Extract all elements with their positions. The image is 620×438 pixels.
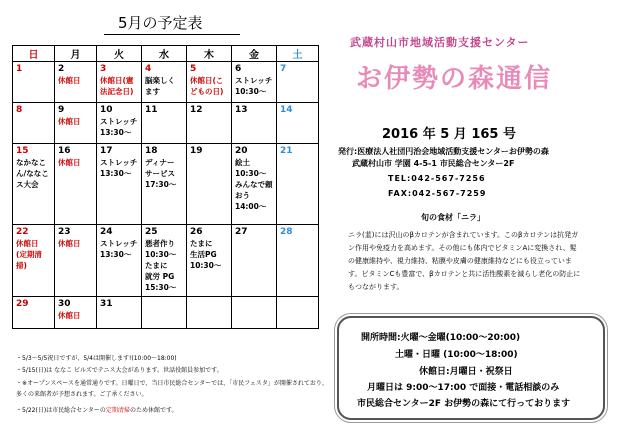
- calendar-day-cell: [97, 297, 142, 329]
- day-event: たまに: [190, 239, 213, 248]
- day-event: 休館日: [58, 239, 81, 248]
- calendar-day-cell: [277, 225, 319, 297]
- calendar-note: [16, 391, 148, 399]
- day-number: 7: [280, 64, 287, 74]
- day-number: 17: [100, 146, 113, 156]
- day-number: 14: [280, 105, 293, 115]
- day-event: 生活PG: [190, 250, 217, 259]
- organization-name: 武蔵村山市地域活動支援センター: [350, 36, 530, 49]
- day-number: 12: [190, 105, 203, 115]
- weekday-thu: 木: [187, 46, 232, 62]
- calendar-day-cell: [187, 62, 232, 103]
- day-event: 悪者作り: [145, 239, 175, 248]
- calendar-day-cell: [187, 103, 232, 144]
- day-event: 15:30〜: [145, 283, 177, 292]
- day-event: ストレッチ: [100, 117, 138, 126]
- day-number: 30: [58, 299, 71, 309]
- calendar-week-row: [13, 297, 319, 329]
- day-event: サービス: [145, 169, 175, 178]
- issue-number: 2016 年 5 月 165 号: [382, 127, 516, 142]
- day-number: 29: [16, 299, 29, 309]
- calendar-day-cell: [232, 297, 277, 329]
- weekday-sun: 日: [13, 46, 55, 62]
- day-event: ストレッチ: [100, 239, 138, 248]
- day-event: 10:30〜: [235, 87, 267, 96]
- newsletter-title: お伊勢の森通信: [356, 64, 553, 94]
- calendar-note: [16, 380, 328, 388]
- hours-line-1: 開所時間:火曜〜金曜(10:00〜20:00): [361, 333, 521, 343]
- calendar-day-cell: [55, 297, 97, 329]
- food-description: ニラ(韮)には沢山のβカロテンが含まれています。このβカロテンは抗発ガン作用や免疫力を高めます。その他にも体内でビタミンAに変換され、髪の健康維持や、視力維持、粘膜や皮膚の健康維持などにも役立っています。ビタミンCも豊富で、βカロテンと共に活性酸素を減らし老化の防止にもつながります。: [348, 231, 581, 291]
- day-event: どもの日): [190, 87, 224, 96]
- calendar-day-cell: [277, 144, 319, 225]
- day-event: 10:30〜: [235, 169, 267, 178]
- day-event: 休館日(憲: [100, 76, 134, 85]
- day-event: 休館日: [58, 158, 81, 167]
- calendar-day-cell: [142, 103, 187, 144]
- calendar-day-cell: [13, 297, 55, 329]
- day-number: 27: [235, 227, 248, 237]
- calendar-day-cell: [97, 62, 142, 103]
- note-highlight: 定期清掃: [105, 407, 130, 414]
- publisher-line1: 発行:医療法人社団円治会地域活動支援センターお伊勢の森: [338, 147, 549, 156]
- day-event: (定期清: [16, 250, 42, 259]
- day-event: 10:30〜: [190, 261, 222, 270]
- day-number: 9: [58, 105, 65, 115]
- day-event: なかなこ: [16, 158, 46, 167]
- calendar-day-cell: [187, 225, 232, 297]
- calendar-day-cell: [277, 62, 319, 103]
- publisher-line2: 武蔵村山市 学園 4-5-1 市民総合センター2F: [352, 159, 515, 168]
- publisher-info: [338, 146, 549, 170]
- calendar-day-cell: [232, 225, 277, 297]
- day-event: 休館日: [58, 76, 81, 85]
- calendar-day-cell: [13, 225, 55, 297]
- day-number: 26: [190, 227, 203, 237]
- day-number: 10: [100, 105, 113, 115]
- note-text: ・5/15(日)は ななこ ビルズでテニス大会があります。世話役館員参加です。: [16, 367, 223, 374]
- day-event: 13:30〜: [100, 128, 132, 137]
- day-event: 法記念日): [100, 87, 134, 96]
- calendar-table: [12, 45, 319, 329]
- day-number: 31: [100, 299, 113, 309]
- calendar-note: [16, 367, 223, 375]
- day-number: 18: [145, 146, 158, 156]
- title-underline: [104, 34, 240, 35]
- calendar-week-row: [13, 225, 319, 297]
- day-number: 23: [58, 227, 71, 237]
- day-event: 休館日: [58, 311, 81, 320]
- day-number: 19: [190, 146, 203, 156]
- day-event: 17:30〜: [145, 180, 177, 189]
- calendar-body: [13, 62, 319, 329]
- day-event: ディナー: [145, 158, 175, 167]
- note-text: ・※オープンスペースを通常通りです。日曜日で、当日市民総合センターでは、「市民フェスタ」が開催されており、: [16, 380, 328, 387]
- calendar-week-row: [13, 103, 319, 144]
- day-number: 11: [145, 105, 158, 115]
- day-event: 就労 PG: [145, 272, 175, 281]
- calendar-day-cell: [55, 62, 97, 103]
- day-event: 掃): [16, 261, 27, 270]
- calendar-day-cell: [232, 103, 277, 144]
- day-event: たまに: [145, 261, 168, 270]
- day-number: 13: [235, 105, 248, 115]
- day-number: 5: [190, 64, 197, 74]
- calendar-day-cell: [97, 144, 142, 225]
- calendar-day-cell: [277, 297, 319, 329]
- day-event: 休館日: [16, 239, 39, 248]
- seasonal-food-heading: 旬の食材「ニラ」: [421, 213, 485, 222]
- day-number: 3: [100, 64, 107, 74]
- weekday-mon: 月: [55, 46, 97, 62]
- calendar-day-cell: [142, 62, 187, 103]
- day-number: 20: [235, 146, 248, 156]
- note-text: ・5/22(日)は市民総合センターの: [16, 407, 106, 414]
- day-event: 10:30〜: [145, 250, 177, 259]
- calendar-day-cell: [97, 225, 142, 297]
- opening-hours-box: [337, 316, 605, 420]
- day-number: 1: [16, 64, 23, 74]
- weekday-tue: 火: [97, 46, 142, 62]
- calendar-day-cell: [142, 225, 187, 297]
- weekday-header-row: [13, 46, 319, 62]
- day-event: 13:30〜: [100, 250, 132, 259]
- calendar-day-cell: [232, 144, 277, 225]
- day-event: 14:00〜: [235, 202, 267, 211]
- calendar-title: 5月の予定表: [118, 14, 203, 32]
- day-number: 2: [58, 64, 65, 74]
- day-number: 16: [58, 146, 71, 156]
- note-text: 多くの来館者が予想されます。ご了承ください。: [16, 391, 148, 398]
- note-text: ・5/3〜5/5祝日ですが、5/4は開催します!(10:00〜18:00): [16, 355, 177, 362]
- day-event: みんなで頼: [235, 180, 273, 189]
- fax-number: FAX:042-567-7259: [388, 189, 487, 198]
- weekday-sat: 土: [277, 46, 319, 62]
- day-event: ん/ななこ: [16, 169, 49, 178]
- calendar-week-row: [13, 62, 319, 103]
- day-event: ストレッチ: [100, 158, 138, 167]
- day-event: 13:30〜: [100, 169, 132, 178]
- weekday-fri: 金: [232, 46, 277, 62]
- hours-line-5: 市民総合センター2F お伊勢の森にて行っております: [357, 399, 571, 409]
- day-event: 脳楽しく: [145, 76, 175, 85]
- day-number: 28: [280, 227, 293, 237]
- day-number: 6: [235, 64, 242, 74]
- calendar-day-cell: [142, 144, 187, 225]
- calendar-day-cell: [13, 62, 55, 103]
- day-number: 8: [16, 105, 23, 115]
- day-number: 21: [280, 146, 293, 156]
- calendar-day-cell: [142, 297, 187, 329]
- calendar-day-cell: [97, 103, 142, 144]
- calendar-day-cell: [55, 144, 97, 225]
- day-number: 24: [100, 227, 113, 237]
- calendar-note: [16, 407, 177, 415]
- calendar-day-cell: [13, 103, 55, 144]
- calendar-day-cell: [55, 103, 97, 144]
- day-number: 22: [16, 227, 29, 237]
- calendar-day-cell: [232, 62, 277, 103]
- day-event: 休館日: [58, 117, 81, 126]
- day-event: ストレッチ: [235, 76, 273, 85]
- day-event: 絵土: [235, 158, 250, 167]
- calendar-day-cell: [277, 103, 319, 144]
- day-event: 休館日(こ: [190, 76, 224, 85]
- calendar-week-row: [13, 144, 319, 225]
- calendar-note: [16, 355, 177, 363]
- day-number: 15: [16, 146, 29, 156]
- day-event: ス大会: [16, 180, 39, 189]
- hours-line-4: 月曜日は 9:00〜17:00 で面接・電話相談のみ: [367, 383, 560, 393]
- calendar-day-cell: [55, 225, 97, 297]
- note-tail: のため休館です。: [129, 407, 178, 414]
- hours-line-2: 土曜・日曜 (10:00〜18:00): [395, 350, 518, 360]
- weekday-wed: 水: [142, 46, 187, 62]
- calendar-day-cell: [13, 144, 55, 225]
- day-event: おう: [235, 191, 250, 200]
- calendar-day-cell: [187, 144, 232, 225]
- calendar-day-cell: [187, 297, 232, 329]
- phone-number: TEL:042-567-7256: [388, 174, 486, 183]
- day-number: 25: [145, 227, 158, 237]
- day-number: 4: [145, 64, 152, 74]
- day-event: ます: [145, 87, 160, 96]
- hours-line-3: 休館日:月曜日・祝祭日: [419, 367, 513, 377]
